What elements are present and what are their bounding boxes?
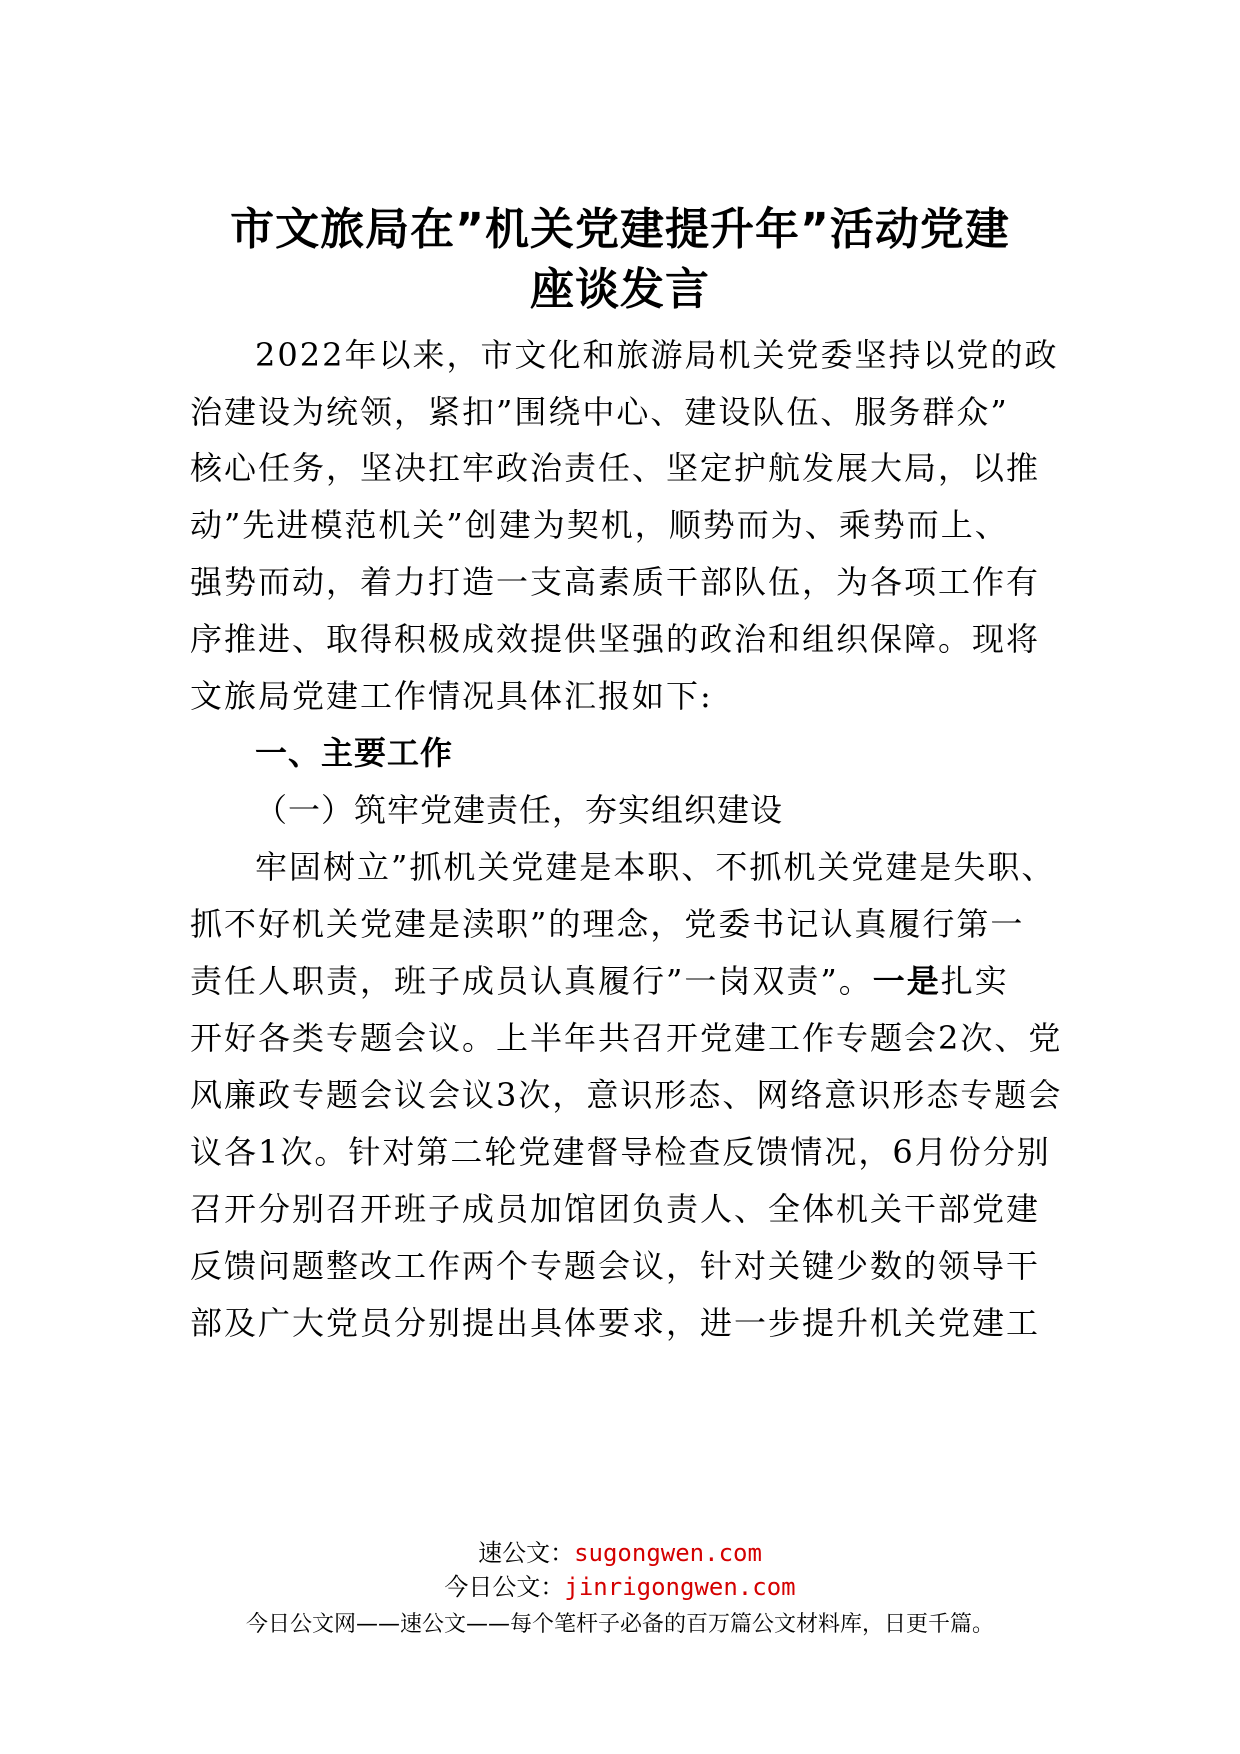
paragraph-2-text: 扎实: [940, 962, 1009, 1000]
paragraph-1-line: 治建设为统领，紧扣”围绕中心、建设队伍、服务群众”: [190, 393, 1009, 431]
footer-link-sugongwen[interactable]: sugongwen.com: [574, 1539, 762, 1567]
paragraph-2-line: [190, 961, 1070, 1001]
paragraph-1-line: 2022年以来，市文化和旅游局机关党委坚持以党的政: [255, 336, 1059, 374]
footer-line-jinrigongwen: [0, 1572, 1240, 1602]
paragraph-2-line: 风廉政专题会议会议3次，意识形态、网络意识形态专题会: [190, 1076, 1063, 1114]
section-heading: 一、主要工作: [255, 734, 454, 772]
paragraph-2-line: 牢固树立”抓机关党建是本职、不抓机关党建是失职、: [255, 848, 1056, 886]
paragraph-2-line: 议各1次。针对第二轮党建督导检查反馈情况，6月份分别: [190, 1133, 1051, 1171]
paragraph-1-line: 序推进、取得积极成效提供坚强的政治和组织保障。现将: [190, 620, 1041, 658]
footer-slogan: 今日公文网——速公文——每个笔杆子必备的百万篇公文材料库，日更千篇。: [245, 1612, 994, 1637]
paragraph-1-line: 强势而动，着力打造一支高素质干部队伍，为各项工作有: [190, 563, 1041, 601]
emphasis-first-point: 一是: [872, 962, 941, 1000]
subsection-heading: （一）筑牢党建责任，夯实组织建设: [255, 791, 784, 829]
document-title-line-2: 座谈发言: [530, 264, 710, 315]
paragraph-2-line: 部及广大党员分别提出具体要求，进一步提升机关党建工: [190, 1304, 1041, 1342]
paragraph-1-line: 动”先进模范机关”创建为契机，顺势而为、乘势而上、: [190, 506, 1009, 544]
footer-label: 速公文：: [478, 1539, 575, 1567]
paragraph-1-line: 核心任务，坚决扛牢政治责任、坚定护航发展大局，以推: [190, 449, 1041, 487]
paragraph-2-line: 抓不好机关党建是渎职”的理念，党委书记认真履行第一: [190, 905, 1025, 943]
footer-link-jinrigongwen[interactable]: jinrigongwen.com: [564, 1573, 796, 1601]
footer-line-sugongwen: [0, 1538, 1240, 1568]
footer-label: 今日公文：: [444, 1573, 565, 1601]
paragraph-2-line: 开好各类专题会议。上半年共召开党建工作专题会2次、党: [190, 1019, 1063, 1057]
paragraph-2-line: 召开分别召开班子成员加馆团负责人、全体机关干部党建: [190, 1190, 1041, 1228]
paragraph-2-line: 反馈问题整改工作两个专题会议，针对关键少数的领导干: [190, 1247, 1041, 1285]
paragraph-2-text: 责任人职责，班子成员认真履行”一岗双责”。: [190, 962, 873, 1000]
paragraph-1-line: 文旅局党建工作情况具体汇报如下:: [190, 677, 713, 715]
document-title-line-1: 市文旅局在”机关党建提升年”活动党建: [230, 204, 1010, 255]
